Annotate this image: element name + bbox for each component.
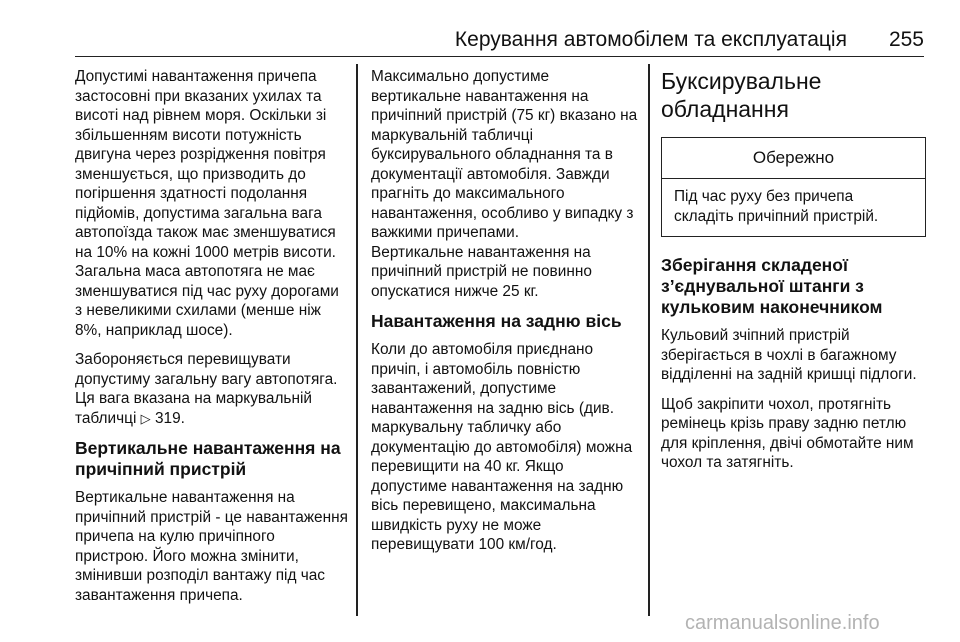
heading-towing-equipment: Буксирувальне обладнання: [661, 68, 822, 122]
column-divider: [648, 64, 650, 616]
heading-storage: Зберігання складеної з’єднувальної штанги з кульковим наконечником: [661, 255, 883, 317]
heading-rear-axle-load: Навантаження на задню вісь: [371, 311, 622, 331]
paragraph-securing-bag: Щоб закріпити чохол, протягніть ремінець крізь праву задню петлю для кріплення, двічі обмотайте ним чохол та затягніть.: [661, 395, 914, 471]
column-divider: [356, 64, 358, 616]
caution-text: Під час руху без причепа складіть причіпний пристрій.: [674, 188, 879, 225]
paragraph-max-tongue-load: Максимально допустиме вертикальне навантаження на причіпний пристрій (75 кг) вказано на маркувальній табличці буксирувального обладнання та в документації автомобіля. Завжди прагніть до максимального навантаження, особливо у випадку з важкими причепами.: [371, 68, 638, 241]
page-number: 255: [888, 28, 924, 51]
arrow-right-icon: ▷: [140, 410, 151, 426]
paragraph-min-tongue-load: Вертикальне навантаження на причіпний пристрій не повинно опускатися нижче 25 кг.: [371, 243, 592, 300]
column-middle: [371, 67, 641, 565]
paragraph-storage-location: Кульовий зчіпний пристрій зберігається в чохлі в багажному відділенні на задній кришці підлоги.: [661, 327, 917, 383]
caution-box: [661, 137, 926, 237]
paragraph-text: Забороняється перевищувати допустиму загальну вагу автопотяга. Ця вага вказана на маркувальній табличці: [75, 351, 338, 427]
paragraph-trailer-loads: Допустимі навантаження причепа застосовні при вказаних ухилах та висоті над рівнем моря. Оскільки зі збільшенням висоти потужність двигуна через розрідження повітря зменшується, що призводить до погіршення здатності подолання підйомів, допустима загальна вага автопоїзда також має зменшуватися на 10% на кожні 1000 метрів висоти. Загальна маса автопотяга не має зменшуватися під час руху дорогами з невеликими схилами (менше ніж 8%, наприклад шосе).: [75, 68, 339, 339]
paragraph-tongue-load: Вертикальне навантаження на причіпний пристрій - це навантаження причепа на кулю причіпного пристрою. Його можна змінити, змінивши розподіл вантажу під час завантаження причепа.: [75, 489, 348, 604]
page-reference-link[interactable]: 319.: [154, 409, 185, 427]
heading-tongue-load: Вертикальне навантаження на причіпний пристрій: [75, 438, 341, 479]
paragraph-rear-axle-load: Коли до автомобіля приєднано причіп, і автомобіль повністю завантажений, допустиме навантаження на задню вісь (див. маркувальну табличку або документацію до автомобіля) можна перевищити на 40 кг. Якщо допустиме навантаження на задню вісь перевищено, максимальна швидкість руху не може перевищувати 100 км/год.: [371, 341, 633, 553]
column-left: [75, 67, 350, 615]
column-right: [661, 67, 926, 483]
caution-title: Обережно: [662, 138, 925, 179]
paragraph-gross-weight: [75, 350, 350, 428]
watermark: carmanualsonline.info: [685, 612, 880, 634]
section-title: Керування автомобілем та експлуатація: [454, 28, 847, 51]
page-header: [75, 26, 924, 57]
